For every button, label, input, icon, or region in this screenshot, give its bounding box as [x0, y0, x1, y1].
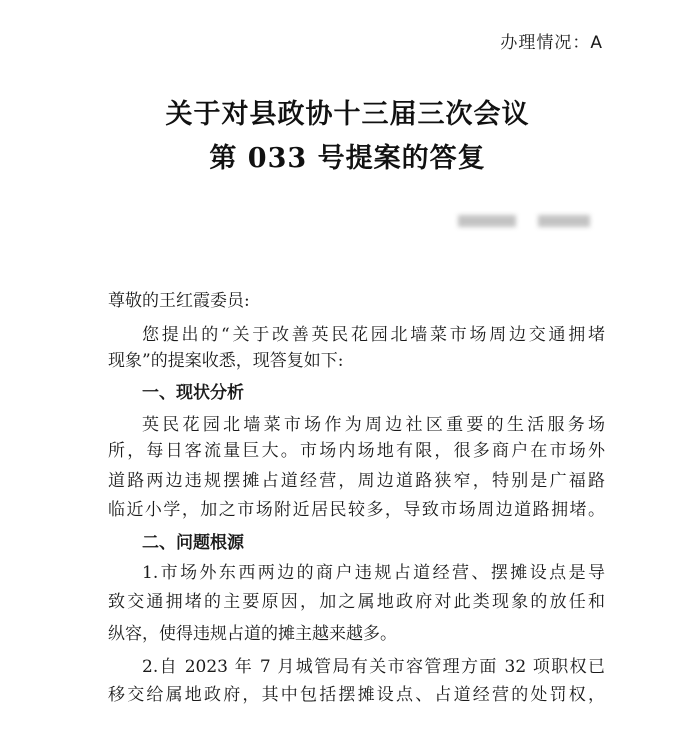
paragraph-line: 纵容，使得违规占道的摊主越来越多。	[108, 624, 397, 644]
paragraph-line: 1.市场外东西两边的商户违规占道经营、摆摊设点是导	[142, 563, 605, 583]
paragraph-line: 临近小学，加之市场附近居民较多，导致市场周边道路拥堵。	[108, 500, 605, 520]
redaction-blur	[538, 215, 590, 227]
redacted-document-number	[458, 212, 590, 230]
salutation: 尊敬的王红霞委员:	[108, 291, 250, 311]
section-heading: 一、现状分析	[142, 383, 244, 403]
paragraph-line: 英民花园北墙菜市场作为周边社区重要的生活服务场	[142, 415, 605, 435]
intro-line: 现象”的提案收悉，现答复如下:	[108, 351, 344, 371]
document-title-line-2: 第 033 号提案的答复	[209, 143, 486, 174]
handling-status: 办理情况：A	[500, 33, 603, 53]
document-title-line-1: 关于对县政协十三届三次会议	[165, 99, 530, 130]
paragraph-line: 致交通拥堵的主要原因，加之属地政府对此类现象的放任和	[108, 592, 605, 612]
intro-line: 您提出的“关于改善英民花园北墙菜市场周边交通拥堵	[142, 325, 605, 345]
section-heading: 二、问题根源	[142, 533, 244, 553]
paragraph-line: 所，每日客流量巨大。市场内场地有限，很多商户在市场外	[108, 441, 605, 461]
paragraph-line: 道路两边违规摆摊占道经营，周边道路狭窄，特别是广福路	[108, 471, 605, 491]
paragraph-line: 2.自 2023 年 7 月城管局有关市容管理方面 32 项职权已	[142, 657, 605, 677]
paragraph-line: 移交给属地政府，其中包括摆摊设点、占道经营的处罚权，	[108, 685, 605, 705]
redaction-blur	[458, 215, 516, 227]
